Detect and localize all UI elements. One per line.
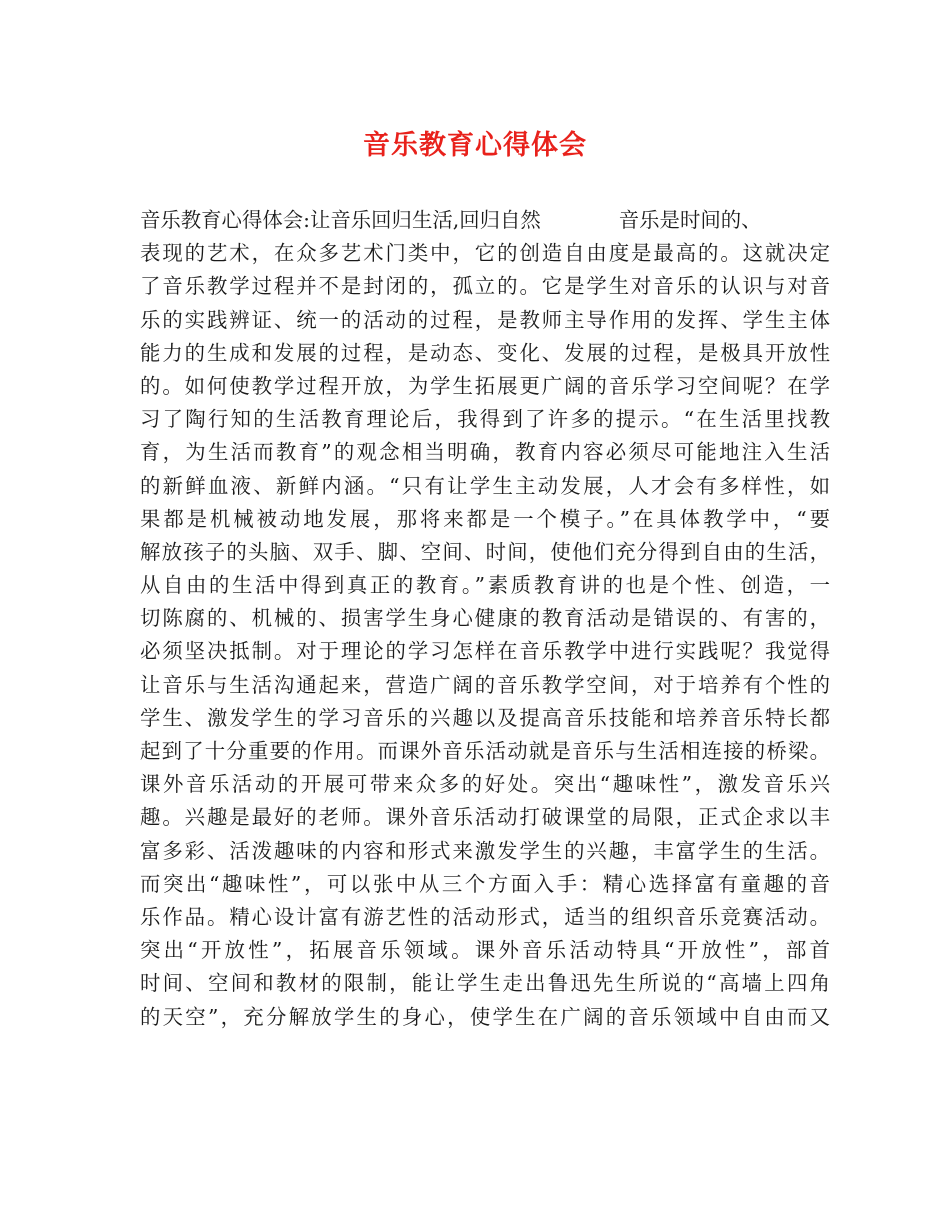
body-line: 起到了十分重要的作用。而课外音乐活动就是音乐与生活相连接的桥梁。 [140, 739, 830, 763]
body-line: 必须坚决抵制。对于理论的学习怎样在音乐教学中进行实践呢？我觉得 [140, 639, 830, 664]
document-body [140, 204, 830, 1034]
body-line: 表现的艺术，在众多艺术门类中，它的创造自由度是最高的。这就决定 [140, 241, 830, 266]
body-line: 时间、空间和教材的限制，能让学生走出鲁迅先生所说的“高墙上四角 [140, 971, 830, 996]
first-line-tail: 音乐是时间的、 [618, 208, 762, 232]
body-line: 趣。兴趣是最好的老师。课外音乐活动打破课堂的局限，正式企求以丰 [140, 805, 830, 830]
body-line: 了音乐教学过程并不是封闭的，孤立的。它是学生对音乐的认识与对音 [140, 274, 830, 299]
body-line: 切陈腐的、机械的、损害学生身心健康的教育活动是错误的、有害的， [140, 606, 830, 631]
body-line: 从自由的生活中得到真正的教育。”素质教育讲的也是个性、创造，一 [140, 573, 830, 598]
body-line: 乐作品。精心设计富有游艺性的活动形式，适当的组织音乐竞赛活动。 [140, 904, 830, 929]
first-line [140, 204, 830, 237]
body-line: 果都是机械被动地发展，那将来都是一个模子。”在具体教学中，“要 [140, 506, 830, 531]
body-line: 习了陶行知的生活教育理论后，我得到了许多的提示。“在生活里找教 [140, 407, 830, 432]
body-line: 而突出“趣味性”，可以张中从三个方面入手：精心选择富有童趣的音 [140, 871, 830, 896]
body-line: 育，为生活而教育”的观念相当明确，教育内容必须尽可能地注入生活 [140, 440, 830, 465]
body-line: 能力的生成和发展的过程，是动态、变化、发展的过程，是极具开放性 [140, 340, 830, 365]
body-line: 的。如何使教学过程开放，为学生拓展更广阔的音乐学习空间呢？在学 [140, 373, 830, 398]
subtitle-line: 音乐教育心得体会:让音乐回归生活,回归自然 [140, 208, 541, 232]
body-line: 的天空”，充分解放学生的身心，使学生在广阔的音乐领域中自由而又 [140, 1004, 830, 1029]
body-line: 学生、激发学生的学习音乐的兴趣以及提高音乐技能和培养音乐特长都 [140, 705, 830, 730]
body-line: 解放孩子的头脑、双手、脚、空间、时间，使他们充分得到自由的生活， [140, 539, 830, 564]
body-line: 乐的实践辨证、统一的活动的过程，是教师主导作用的发挥、学生主体 [140, 307, 830, 332]
body-line: 的新鲜血液、新鲜内涵。“只有让学生主动发展，人才会有多样性，如 [140, 473, 830, 498]
body-line: 让音乐与生活沟通起来，营造广阔的音乐教学空间，对于培养有个性的 [140, 672, 830, 697]
body-line: 富多彩、活泼趣味的内容和形式来激发学生的兴趣，丰富学生的生活。 [140, 838, 830, 863]
body-line: 课外音乐活动的开展可带来众多的好处。突出“趣味性”，激发音乐兴 [140, 772, 830, 797]
body-line: 突出“开放性”，拓展音乐领域。课外音乐活动特具“开放性”，部首 [140, 938, 830, 963]
document-title: 音乐教育心得体会 [363, 130, 587, 161]
